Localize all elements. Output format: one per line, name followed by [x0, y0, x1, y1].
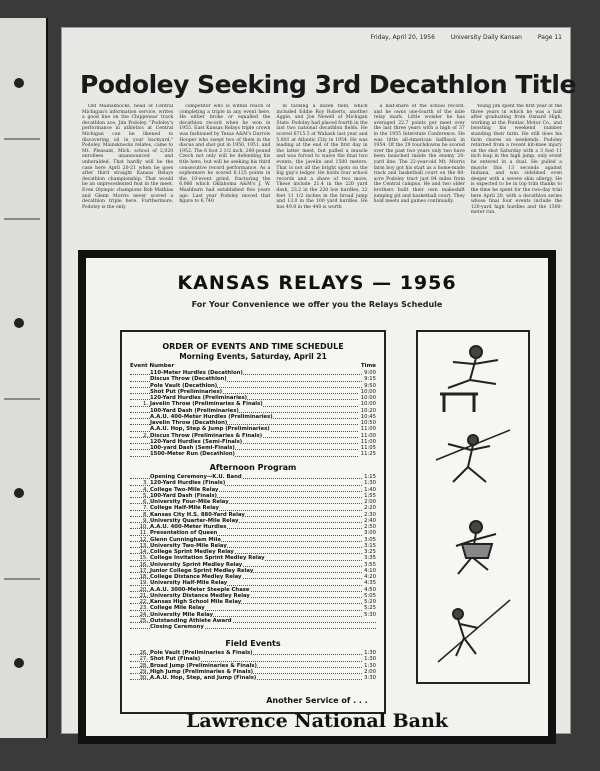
- event-name: University Mile Relay: [150, 611, 214, 618]
- article-headline: Podoley Seeking 3rd Decathlon Title: [80, 70, 576, 99]
- event-name: 1500-Meter Run (Decathlon): [150, 451, 235, 458]
- event-time: 3:05: [364, 536, 376, 543]
- event-number: 1.: [142, 401, 148, 408]
- event-time: 10:00: [360, 401, 376, 408]
- event-time: 10:45: [360, 413, 376, 420]
- header-date: Friday, April 20, 1956: [370, 34, 435, 41]
- event-time: 2:30: [364, 511, 376, 518]
- event-number: 2.: [142, 432, 148, 439]
- event-number: 28.: [139, 662, 148, 669]
- event-time: 5:30: [364, 611, 376, 618]
- ad-panel: [86, 258, 548, 736]
- event-number: 17.: [139, 567, 148, 574]
- event-time: 1:30: [364, 662, 376, 669]
- event-number: 20.: [139, 586, 148, 593]
- event-time: 9:00: [364, 370, 376, 376]
- event-number: 27.: [139, 656, 148, 663]
- athlete-drawings: [418, 332, 528, 682]
- event-name: 100-Yard Dash (Preliminaries): [150, 407, 239, 414]
- athlete-illustrations: [416, 330, 530, 684]
- event-number: 3.: [142, 480, 148, 487]
- event-name: University Distance Medley Relay: [150, 592, 250, 599]
- text-fragment: [4, 578, 40, 580]
- event-number: 22.: [139, 599, 148, 605]
- binding-hole: [14, 488, 24, 498]
- event-name: Junior College Sprint Medley Relay: [150, 567, 254, 574]
- event-name: Pole Vault (Preliminaries & Finals): [150, 650, 253, 656]
- event-name: Presentation of Queen: [150, 530, 218, 537]
- event-number: 15.: [139, 555, 148, 562]
- event-number: 12.: [139, 536, 148, 543]
- event-name: Javelin Throw (Decathlon): [150, 420, 228, 426]
- ad-title: KANSAS RELAYS — 1956: [177, 272, 457, 294]
- event-time: 3:00: [364, 530, 376, 537]
- event-time: 4:20: [364, 574, 376, 580]
- adjacent-page-edge: [0, 18, 48, 738]
- event-time: 10:20: [360, 407, 376, 414]
- event-time: 11:25: [360, 451, 376, 458]
- event-name: Broad Jump (Preliminaries & Finals): [150, 662, 257, 669]
- event-time: 2:00: [364, 499, 376, 505]
- event-time: 2:00: [364, 668, 376, 675]
- article-column: [179, 104, 270, 244]
- event-time: 5:25: [364, 605, 376, 612]
- event-name: Discus Throw (Preliminaries & Finals): [150, 432, 263, 439]
- header-page: Page 11: [537, 34, 562, 41]
- event-time: 4:35: [364, 580, 376, 587]
- event-name: High Jump (Preliminaries & Finals): [150, 668, 254, 675]
- event-time: 11:00: [360, 426, 376, 433]
- schedule-row: [130, 624, 376, 630]
- event-time: 9:50: [364, 382, 376, 389]
- event-time: 11:00: [360, 432, 376, 439]
- sponsor-name: Lawrence National Bank: [186, 710, 448, 732]
- event-name: A.A.U. Hop, Step, and Jump (Finals): [150, 675, 257, 681]
- event-name: 100-Yard Dash (Finals): [150, 492, 217, 499]
- ad-subtitle: For Your Convenience we offer you the Relays Schedule: [191, 300, 443, 309]
- event-time: 3:15: [364, 542, 376, 549]
- event-name: College Invitation Sprint Medley Relay: [150, 555, 265, 562]
- event-number: 30.: [139, 675, 148, 681]
- event-number: 10.: [139, 524, 148, 530]
- event-name: College Distance Medley Relay: [150, 574, 242, 580]
- event-name: Kansas High School Mile Relay: [150, 599, 242, 605]
- event-time: 1:15: [364, 474, 376, 480]
- event-time: 1:30: [364, 650, 376, 656]
- event-number: 5.: [142, 492, 148, 499]
- event-name: College Mile Relay: [150, 605, 205, 612]
- schedule-heading: ORDER OF EVENTS AND TIME SCHEDULE: [162, 342, 344, 351]
- event-name: 100-yard Dash (Semi-Finals): [150, 445, 235, 451]
- event-number: 16.: [139, 561, 148, 568]
- schedule-column-header: [130, 363, 376, 369]
- event-time: 3:55: [364, 561, 376, 568]
- event-number: 14.: [139, 549, 148, 555]
- event-number: 4.: [142, 486, 148, 493]
- event-number-header: Event Number: [130, 363, 175, 369]
- event-name: A.A.U. Hop, Step & Jump (Preliminaries): [150, 426, 270, 433]
- event-number: 11.: [139, 530, 148, 537]
- article-text: Young Jim spent the first year of the three years in which he was a half after graduating from Oxnard High, working at the Pontiac Motor Co., and boosting his weekend number standing their farm. He still does his farm chores on weekends. Podoley returned from a recent kit-knee injury on the shot Saturday with a 3 foot 11 inch leap in the high jump, only event he entered in a dual. He pulled a muscle this 13 seconds against Indiana, and was sidelined even deeper with a severe skin allergy. He is expected to be in top trim thanks to the time he spent for the two-day trial here April 20, with a decathlon series whose final four events include the 120-yard high hurdles and the 1500-meter run.: [470, 104, 563, 216]
- article-text: Old Mainsknocks, head of Central Michigan's information service, writes a good line on the Chippewas' track decathlon ace, Jim Podoley. "Podoley's performance in athletics at Central Michigan can be likened to discovering oil in your backyard." Podoley, Mainsknocks relates, came to Mt. Pleasant, Mich. school of 2,020 enrollees unannounced and unheralded. That hardly will be the case here April 20-21 when he goes after third straight Kansas Relays decathlon championship. That would be an unprecedented feat in the meet. Even Olympic champions Bob Mathias and Glenn Morris never scored a decathlon triple here. Furthermore, Podoley is the only: [82, 104, 174, 210]
- event-number: 8.: [142, 511, 148, 518]
- event-name: 120-Yard Hurdles (Preliminaries): [150, 395, 248, 401]
- event-time: 5:05: [364, 592, 376, 599]
- text-fragment: [4, 138, 40, 140]
- event-time: 10:50: [360, 420, 376, 426]
- schedule-row: [130, 451, 376, 457]
- event-name: 110-Meter Hurdles (Decathlon): [150, 370, 243, 376]
- newspaper-page: [62, 28, 576, 733]
- ad-tagline: Another Service of . . .: [266, 696, 368, 705]
- event-name: Outstanding Athlete Award: [150, 617, 232, 624]
- afternoon-heading: Afternoon Program: [209, 463, 297, 472]
- event-time: 3:25: [364, 549, 376, 555]
- event-number: 21.: [139, 592, 148, 599]
- event-time: 3:30: [364, 675, 376, 681]
- schedule-box: [120, 330, 386, 714]
- article-column: [471, 104, 562, 244]
- runner-illustration: [456, 521, 496, 574]
- header-paper: University Daily Kansan: [450, 34, 522, 41]
- event-time: 10:00: [360, 388, 376, 395]
- event-number: 23.: [139, 605, 148, 612]
- field-events: [130, 650, 376, 681]
- event-time: 1:40: [364, 486, 376, 493]
- event-number: 19.: [139, 580, 148, 587]
- event-name: A.A.U. 400-Meter Hurdles (Preliminaries): [150, 413, 273, 420]
- event-number: 24.: [139, 611, 148, 618]
- event-name: Opening Ceremony—K.U. Band: [150, 474, 242, 480]
- event-name: A.A.U. 400-Meter Hurdles: [150, 524, 227, 530]
- article-body: [82, 104, 562, 244]
- relays-advertisement: [78, 250, 556, 744]
- event-name: Discus Throw (Decathlon): [150, 376, 227, 383]
- event-time: 2:50: [364, 524, 376, 530]
- event-time: 4:10: [364, 567, 376, 574]
- schedule-row: [130, 675, 376, 681]
- event-number: 6.: [142, 499, 148, 505]
- event-time: 4:50: [364, 586, 376, 593]
- event-number: 18.: [139, 574, 148, 580]
- event-number: 7.: [142, 505, 148, 512]
- event-time: 10:00: [360, 395, 376, 401]
- event-number: 26.: [139, 650, 148, 656]
- event-time: 1:30: [364, 656, 376, 663]
- event-name: 120-Yard Hurdles (Finals): [150, 480, 226, 487]
- event-name: University Half-Mile Relay: [150, 580, 228, 587]
- event-name: 120-Yard Hurdles (Semi-Finals): [150, 438, 243, 445]
- article-text: a half-share of the school record, and he owns one-fourth of the mile relay mark. Little wonder he has averaged 22.7 points per meet over the last three years with a high of 37 in the 1955 Interstate Conference. He was little all-American halfback in 1954. Of the 29 touchdowns he scored over the past two years only two have been launched inside the enemy 20-yard line. The 22-year-old Mt. Morris farm boy got his start as a home-made track and basketball court on the 80-acre Podoley tract just 84 miles from the Central campus. He and two older brothers built their own makeshift jumping pit and basketball court. They hold meets and games continually.: [373, 104, 465, 205]
- event-number: 29.: [139, 668, 148, 675]
- event-name: College Sprint Medley Relay: [150, 549, 234, 555]
- binding-hole: [14, 318, 24, 328]
- page-header: [82, 34, 562, 48]
- event-time: 1:30: [364, 480, 376, 487]
- event-name: College Two-Mile Relay: [150, 486, 219, 493]
- event-time: 2:20: [364, 505, 376, 512]
- event-time: 2:40: [364, 517, 376, 524]
- event-time: 9:15: [364, 376, 376, 383]
- event-name: Pole Vault (Decathlon): [150, 382, 218, 389]
- time-header: Time: [360, 363, 376, 369]
- text-fragment: [4, 398, 40, 400]
- binding-hole: [14, 658, 24, 668]
- event-name: University Two-Mile Relay: [150, 542, 227, 549]
- article-text: in tacking a dozen field, which included Eddie Roy Roberts, another Aggie, and Joe Newell of Michigan State. Podoley had placed fourth in the last two national decathlon fields. He scored 6715.5 at Wabash last year and 5,801 at Atlantic City in 1954. He was leading at the end of the first day in the latter meet, but pulled a muscle and was forced to waive the final two events, the javelin and 1500 meters. That is not all the bright spots on the big guy's ledger. He holds four school records and a share of two more. These include 21.4 in the 220 yard dash, 23.2 in the 220 low hurdles, 22 feet 11 1/2 inches in the broad jump and 13.0 in the 100 yard hurdles. He has 49.8 in the 440 is worth: [276, 104, 368, 210]
- event-name: University Sprint Medley Relay: [150, 561, 243, 568]
- event-number: 25.: [139, 617, 148, 624]
- event-time: 1:55: [364, 492, 376, 499]
- article-text: competitor who is within reach of completing a triple in any event here. He either broke or equalled the decathlon record when he won in 1955. East Kansas Relays triple crown was fashioned by Texas A&M's Darrow Hooper who swept two of them in the discus and shot put in 1950, 1951, and 1952. The 6 foot 2 1/2 inch, 200-pound Czech not only will be defending his title here, but will be seeking his third consecutive record performance. As a sophomore he scored 6,125 points in the 10-event grind, fracturing the 6,066 which Oklahoma A&M's J. W. Mashburn had established five years ago. Last year Podoley moved that figure to 6,740: [179, 104, 271, 205]
- schedule-subheading: Morning Events, Saturday, April 21: [179, 352, 327, 361]
- afternoon-events: [130, 474, 376, 630]
- event-time: 11:00: [360, 438, 376, 445]
- hurdler-illustration: [440, 346, 498, 412]
- event-name: College Half-Mile Relay: [150, 505, 219, 512]
- article-column: [276, 104, 367, 244]
- field-events-heading: Field Events: [225, 639, 281, 648]
- morning-events: [130, 370, 376, 458]
- event-name: A.A.U. 3000-Meter Steeple Chase: [150, 586, 250, 593]
- event-name: Closing Ceremony: [150, 624, 204, 630]
- binding-hole: [14, 78, 24, 88]
- event-time: 3:35: [364, 555, 376, 562]
- event-name: Glenn Cunningham Mile: [150, 536, 221, 543]
- event-number: 13.: [139, 542, 148, 549]
- event-name: University Quarter-Mile Relay: [150, 517, 239, 524]
- article-column: [82, 104, 173, 244]
- event-name: Kansas City H.S. 880-Yard Relay: [150, 511, 245, 518]
- event-number: 9.: [142, 517, 148, 524]
- event-name: Shot Put (Preliminaries): [150, 388, 223, 395]
- article-column: [374, 104, 465, 244]
- pole-vaulter-illustration: [438, 600, 510, 662]
- event-time: 11:05: [360, 445, 376, 451]
- event-name: Javelin Throw (Preliminaries & Finals): [150, 401, 263, 408]
- text-fragment: [4, 218, 40, 220]
- event-time: 5:20: [364, 599, 376, 605]
- javelin-thrower-illustration: [436, 430, 510, 482]
- event-name: Shot Put (Finals): [150, 656, 201, 663]
- event-name: University Four-Mile Relay: [150, 499, 229, 505]
